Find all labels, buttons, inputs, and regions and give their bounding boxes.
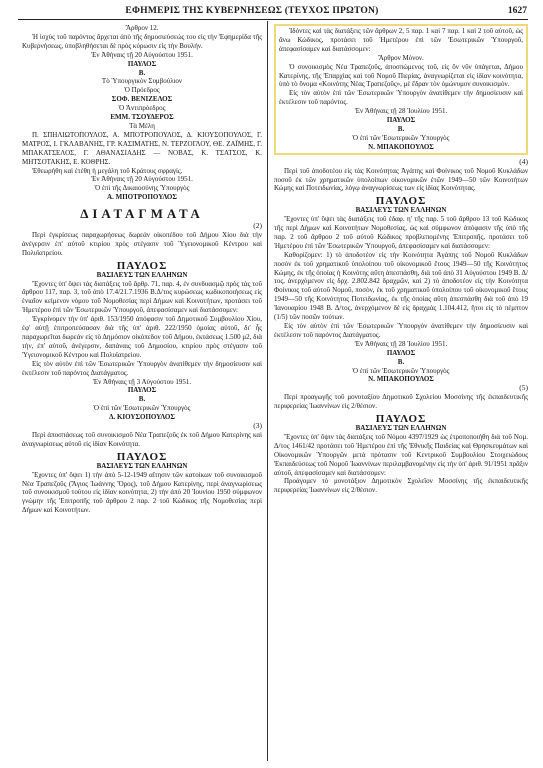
page-header bbox=[22, 5, 527, 17]
date-line: Ἐν Ἀθήναις τῇ 28 Ἰουλίου 1951. bbox=[354, 339, 448, 348]
decree-text: Εἰς τὸν αὐτὸν ἐπὶ τῶν Ἐσωτερικῶν Ὑπουργὸν ἀνατίθεμεν τὴν δημοσίευσιν καὶ ἐκτέλεσιν τοῦ παρόντος. bbox=[279, 89, 523, 107]
decree-text: Εἰς τὸν αὐτὸν ἐπὶ τῶν Ἐσωτερικῶν Ὑπουργὸν ἀνατίθεμεν τὴν δημοσίευσιν καὶ ἐκτέλεσιν τοῦ παρόντος Διατάγματος. bbox=[22, 359, 262, 377]
section-title: ΔΙΑΤΑΓΜΑΤΑ bbox=[80, 206, 204, 222]
highlighted-block bbox=[274, 24, 528, 155]
king-name: ΠΑΥΛΟΣ bbox=[127, 386, 157, 395]
page-number: 1627 bbox=[507, 5, 527, 16]
decree-text: Ἔχοντες ὑπ' ὄψει τὰς διατάξεις τοῦ ἐδαφ. η' τῆς παρ. 5 τοῦ ἄρθρου 13 τοῦ Κώδικος τῆς περὶ Δήμων καὶ Κοινοτήτων Νομοθεσίας, ὡς καὶ σύμφωνον ἀπόφασιν τῆς ὑπὸ τῆς παρ. 2 τοῦ ἄρθρου 2 τοῦ αὐτοῦ Κώδικος προβλεπομένης Ἐπιτροπῆς, προτάσει τοῦ Ἡμετέρου ἐπὶ τῶν Ἐσωτερικῶν Ὑπουργοῦ, ἀπεφασίσαμεν καὶ διατάσσομεν: bbox=[274, 215, 528, 250]
minister-label: Ὁ ἐπὶ τῆς Δικαιοσύνης Ὑπουργὸς bbox=[94, 184, 190, 193]
king-name: ΠΑΥΛΟΣ bbox=[386, 348, 416, 357]
king-name: ΠΑΥΛΟΣ bbox=[375, 195, 427, 208]
decree-number: (4) bbox=[519, 156, 528, 166]
king-initial: Β. bbox=[397, 357, 405, 366]
article-title: Ἄρθρον Μόνον. bbox=[378, 53, 424, 62]
king-name: ΠΑΥΛΟΣ bbox=[375, 413, 427, 426]
decree-text: Ἐγκρίνομεν τὴν ὑπ' ἀριθ. 153/1950 ἀπόφασιν τοῦ Δημοτικοῦ Συμβουλίου Χίου, ἐφ' αὐτῇ ἐπιτροπεύσασαν διὰ τῆς ὑπ' ἀριθ. 222/1950 ὁμοίας αὐτοῦ, δι' ἧς παραχωρεῖται δωρεάν εἰς τὸ Δημόσιον οἰκόπεδον τοῦ Δήμου, ἐκτάσεως 1.500 μ2, διὰ τὴν, ἐπ' αὐτοῦ, ἀνέγερσιν, δαπάναις τοῦ Δημοσίου, κτιρίου πρὸς στέγασιν τοῦ Ὑγειονομικοῦ Κέντρου καὶ Πολυϊατρείου. bbox=[22, 315, 262, 359]
minister-label: Ὁ ἐπὶ τῶν Ἐσωτερικῶν Ὑπουργὸς bbox=[352, 366, 450, 375]
article-text: Ὁ συνοικισμὸς Νέα Τραπεζοῦς, ἀποσπώμενος τοῦ, εἰς ὃν νῦν ὑπάγεται, Δήμου Κατερίνης, τῆς Ἐπαρχίας καὶ τοῦ Νομοῦ Πιερίας, ἀναγνωρίζεται εἰς ἰδίαν κοινότητα, ὑπὸ τὸ ὄνομα «Κοινότης Νέας Τραπεζοῦς», μὲ ἕδραν τὸν ὁμώνυμον συνοικισμόν. bbox=[279, 62, 523, 89]
date-line: Ἐν Ἀθήναις τῇ 20 Αὐγούστου 1951. bbox=[91, 175, 193, 184]
left-column bbox=[22, 24, 262, 515]
vice-president-name: ΕΜΜ. ΤΣΟΥΔΕΡΟΣ bbox=[110, 113, 174, 122]
president-label: Ὁ Πρόεδρος bbox=[124, 86, 160, 95]
decree-number: (2) bbox=[253, 221, 262, 231]
date-line: Ἐν Ἀθήναις τῇ 20 Αὐγούστου 1951. bbox=[91, 50, 193, 59]
king-initial: Β. bbox=[397, 124, 405, 133]
decree-summary: Περὶ προαγωγῆς τοῦ μονοταξίου Δημοτικοῦ Σχολείου Μοσσίνης τῆς ἐκπαιδευτικῆς περιφερείας Ἰωαννίνων εἰς 2/θέσιον. bbox=[274, 393, 528, 411]
king-name: ΠΑΥΛΟΣ bbox=[116, 259, 168, 272]
decree-text: Ἔχοντες ὑπ' ὄψει τὰς διατάξεις τοῦ ἄρθρ. 71, παρ. 4, ἐν συνδυασμῷ πρὸς τὰς τοῦ ἄρθρου 117, παρ. 3, τοῦ ἀπὸ 17.4/21.7.1936 Β.Δ/τος κυρώσεως κωδικοποιήσεως εἰς ἑνιαῖον κείμενον νόμου τοῦ Νομοθεσίας περὶ Δήμων καὶ Κοινοτήτων, προτάσει τοῦ Ἡμετέρου ἐπὶ τῶν Ἐσωτερικῶν Ὑπουργοῦ, ἀπεφασίσαμεν καὶ διατάσσομεν: bbox=[22, 279, 262, 315]
members-label: Τὰ Μέλη bbox=[129, 121, 155, 130]
minister-name: Ν. ΜΠΑΚΟΠΟΥΛΟΣ bbox=[368, 375, 434, 384]
decree-text: Καθορίζομεν: 1) τὸ ἀποδοτέον εἰς τὴν Κοινότητα Ἀγάπης τοῦ Νομοῦ Κυκλάδων ποσὸν ἐκ τοῦ χρηματικοῦ ὑπολοίπου τοῦ οἰκονομικοῦ ἔτους 1949—50 τῆς Κοινότητος Κώμης, ἐκ τῆς ὁποίας ἡ Κοινότης αὕτη ἀπεσπάσθη, διὰ τοῦ ἀπὸ 31 Αὐγούστου 1949 Β. Δ/τος, ἀνερχόμενον εἰς δρχ. 2.802.842 δραχμῶν, καὶ 2) τὸ ἀποδοτέον εἰς τὴν Κοινότητα Φοίνικος τοῦ αὐτοῦ Νομοῦ, ποσὸν, ἐκ τοῦ χρηματικοῦ ὑπολοίπου τοῦ οἰκονομικοῦ ἔτους 1949—50 τῆς Κοινότητος Ποτειδωνίας, ἐκ τῆς ὁποίας αὕτη ἀπεσπάσθη διὰ τοῦ ἀπὸ 19 Ἰανουαρίου 1948 Β. Δ/τος, ἀνερχόμενον δὲ εἰς δραχμὰς 1.104.412, ἤτοι εἰς τὸ πέμπτον (1/5) τῶν ποσῶν τούτων. bbox=[274, 250, 528, 322]
date-line: Ἐν Ἀθήναις τῇ 3 Αὐγούστου 1951. bbox=[92, 377, 192, 386]
decree-summary: Περὶ τοῦ ἀποδοτέου εἰς τὰς Κοινότητας Ἀγάπης καὶ Φοίνικος τοῦ Νομοῦ Κυκλάδων ποσοῦ ἐκ τῶν χρηματικῶν ὑπολοίπων οἰκονομικῶν ἐτῶν 1949—50 τῶν Κοινοτήτων Κώμης καὶ Ποτειδωνίας, λόγῳ ἀναγνωρίσεως των εἰς ἰδίας Κοινότητας. bbox=[274, 166, 528, 193]
members-list: Π. ΣΠΗΛΙΩΤΟΠΟΥΛΟΣ, Α. ΜΠΟΤΡΟΠΟΥΛΟΣ, Δ. ΚΙΟΥΣΟΠΟΥΛΟΣ, Γ. ΜΑΤΡΟΣ, Ι. ΓΚΛΑΒΑΝΗΣ, ΓΡ. ΚΑΣΙΜΑΤΗΣ, Ν. ΤΕΡΖΟΓΛΟΥ, ΘΕ. ΖΑΪΜΗΣ, Γ. ΜΠΑΚΑΤΣΕΛΟΣ, Γ. ΑΘΑΝΑΣΙΑΔΗΣ — ΝΟΒΑΣ, Κ. ΤΣΑΤΣΟΣ, Κ. ΜΗΤΣΟΤΑΚΗΣ, Ε. ΚΟΘΡΗΣ. bbox=[22, 130, 262, 166]
royal-title: ΒΑΣΙΛΕΥΣ ΤΩΝ ΕΛΛΗΝΩΝ bbox=[96, 270, 188, 279]
royal-title: ΒΑΣΙΛΕΥΣ ΤΩΝ ΕΛΛΗΝΩΝ bbox=[355, 206, 447, 215]
king-name: ΠΑΥΛΟΣ bbox=[116, 450, 168, 463]
article-12-text: Ἡ ἰσχὺς τοῦ παρόντος ἄρχεται ἀπὸ τῆς δημοσιεύσεώς του εἰς τὴν Ἐφημερίδα τῆς Κυβερνήσεως, ὑποβληθήσεται δὲ πρὸς κύρωσιν εἰς τὴν Βουλήν. bbox=[22, 32, 262, 50]
king-name: ΠΑΥΛΟΣ bbox=[386, 116, 416, 125]
council-heading: Τὸ Ὑπουργικὸν Συμβούλιον bbox=[101, 77, 183, 86]
date-line: Ἐν Ἀθήναις τῇ 28 Ἰουλίου 1951. bbox=[354, 107, 448, 116]
decree-text: Προάγομεν τὸ μονοτάξιον Δημοτικὸν Σχολεῖον Μοσσίνης τῆς ἐκπαιδευτικῆς περιφερείας Ἰωαννίνων εἰς 2/θέσιον. bbox=[274, 477, 528, 495]
royal-title: ΒΑΣΙΛΕΥΣ ΤΩΝ ΕΛΛΗΝΩΝ bbox=[355, 423, 447, 432]
president-name: ΣΟΦ. ΒΕΝΙΖΕΛΟΣ bbox=[111, 95, 173, 104]
decree-summary: Περὶ ἐγκρίσεως παραχωρήσεως δωρεάν οἰκοπέδου τοῦ Δήμου Χίου διὰ τὴν ἀνέγερσιν ἐπ' αὐτοῦ κτιρίου πρὸς στέγασιν τοῦ Ὑγειονομικοῦ Κέντρου καὶ Πολυϊατρείου. bbox=[22, 231, 262, 257]
decree-text: Ἔχοντες ὑπ' ὄψει 1) τὴν ἀπὸ 5-12-1949 αἴτησιν τῶν κατοίκων τοῦ συνοικισμοῦ Νέα Τραπεζοῦς (Ἅγιος Ἰωάννης Ὄρος), τοῦ Δήμου Κατερίνης, περὶ ἀναγνωρίσεως τοῦ συνοικισμοῦ τούτου εἰς ἰδίαν κοινότητα, 2) τὴν ἀπὸ 20 Ἰουνίου 1950 σύμφωνον γνώμην τῆς Ἐπιτροπῆς τοῦ ἄρθρου 2 παρ. 2 τοῦ Κώδικος τῆς Νομοθεσίας περὶ Δήμων καὶ Κοινοτήτων. bbox=[22, 470, 262, 515]
minister-name: Α. ΜΠΟΤΡΟΠΟΥΛΟΣ bbox=[107, 193, 177, 202]
decree-number: (3) bbox=[253, 421, 262, 431]
minister-name: Δ. ΚΙΟΥΣΟΠΟΥΛΟΣ bbox=[109, 413, 175, 422]
king-initial: Β. bbox=[138, 395, 146, 404]
vice-president-label: Ὁ Ἀντιπρόεδρος bbox=[118, 104, 166, 113]
header-rule bbox=[18, 19, 528, 20]
seal-text: Ἐθεωρήθη καὶ ἐτέθη ἡ μεγάλη τοῦ Κράτους σφραγίς. bbox=[32, 166, 183, 175]
king-name: ΠΑΥΛΟΣ bbox=[127, 59, 157, 68]
decree-text: Ἰδόντες καὶ τὰς διατάξεις τῶν ἄρθρων 2, 5 παρ. 1 καὶ 7 παρ. 1 καὶ 2 τοῦ αὐτοῦ, ὡς ἄνω Κώδικος, προτάσει τοῦ Ἡμετέρου ἐπὶ τῶν Ἐσωτερικῶν Ὑπουργοῦ, ἀπεφασίσαμεν καὶ διατάσσομεν: bbox=[279, 27, 523, 53]
decree-number: (5) bbox=[519, 383, 528, 393]
gazette-title: ΕΦΗΜΕΡΙΣ ΤΗΣ ΚΥΒΕΡΝΗΣΕΩΣ (ΤΕΥΧΟΣ ΠΡΩΤΟΝ) bbox=[125, 5, 379, 16]
decree-text: Ἔχοντες ὑπ' ὄψιν τὰς διατάξεις τοῦ Νόμου 4397/1929 ὡς ἐτροποποιήθη διὰ τοῦ Νομ. Δ/τος 1461/42 προτάσει τοῦ Ἡμετέρου ἐπὶ τῆς Ἐθνικῆς Παιδείας καὶ Θρησκευμάτων καὶ Οἰκονομικῶν Ὑπουργῶν μετὰ πρότασιν τοῦ Κεντρικοῦ Συμβουλίου Στοιχειώδους Ἐκπαιδεύσεως τοῦ Νομοῦ Ἰωαννίνων περιλαμβανομένην εἰς τὴν ὑπ' ἀριθ. 91/1951 πρᾶξιν αὐτοῦ, ἀπεφασίσαμεν καὶ διατάσσομεν: bbox=[274, 432, 528, 477]
decree-summary: Περὶ ἀποσπάσεως τοῦ συνοικισμοῦ Νέα Τραπεζοῦς ἐκ τοῦ Δήμου Κατερίνης καὶ ἀναγνωρίσεως αὐτοῦ εἰς ἰδίαν Κοινότητα. bbox=[22, 430, 262, 448]
minister-label: Ὁ ἐπὶ τῶν Ἐσωτερικῶν Ὑπουργὸς bbox=[352, 133, 450, 142]
decree-text: Εἰς τὸν αὐτὸν ἐπὶ τῶν Ἐσωτερικῶν Ὑπουργὸν ἀνατίθεμεν τὴν δημοσίευσιν καὶ ἐκτέλεσιν τοῦ παρόντος Διατάγματος. bbox=[274, 322, 528, 339]
column-divider bbox=[267, 21, 268, 761]
right-column bbox=[274, 24, 528, 495]
minister-label: Ὁ ἐπὶ τῶν Ἐσωτερικῶν Ὑπουργὸς bbox=[93, 404, 191, 413]
king-initial: Β. bbox=[138, 68, 146, 77]
article-12-title: Ἄρθρον 12. bbox=[125, 24, 159, 32]
royal-title: ΒΑΣΙΛΕΥΣ ΤΩΝ ΕΛΛΗΝΩΝ bbox=[96, 461, 188, 470]
minister-name: Ν. ΜΠΑΚΟΠΟΥΛΟΣ bbox=[368, 142, 434, 151]
